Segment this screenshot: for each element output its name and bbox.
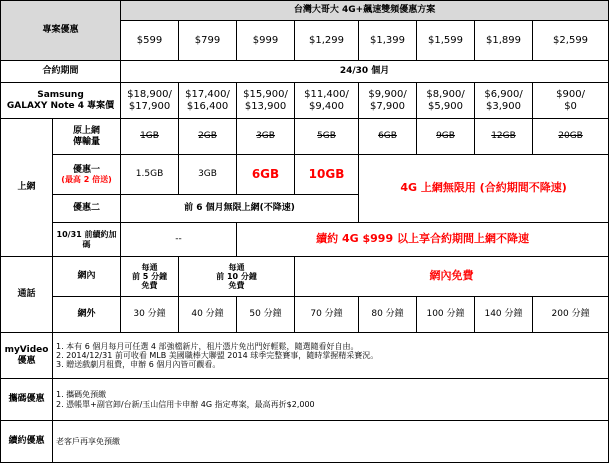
offnet-cell: 50 分鐘 — [237, 297, 295, 333]
myvideo-label-line1: myVideo — [4, 345, 49, 356]
price-cell: $799 — [179, 21, 237, 61]
phone-price-cell — [121, 83, 179, 119]
phone-label-line1: Samsung — [37, 90, 84, 101]
offnet-cell: 80 分鐘 — [359, 297, 417, 333]
onnet-cell — [121, 257, 179, 297]
phone-price-b: $9,400 — [309, 100, 345, 112]
phone-price-cell — [475, 83, 533, 119]
offer1-cell: 1.5GB — [121, 155, 179, 195]
phone-price-a: $6,900/ — [484, 89, 523, 100]
phone-price-a: $17,400/ — [185, 89, 230, 100]
phone-price-row — [1, 83, 609, 119]
myvideo-note: 3. 贈送戲劇月租費，申辦 6 個月內皆可觀看。 — [56, 360, 221, 370]
renew-row — [1, 421, 609, 463]
onnet-cell-l1: 每通 — [228, 262, 245, 272]
offer1-cell: 6GB — [237, 155, 295, 195]
unlimited-note: 4G 上網無限用 (合約期間不降速) — [359, 155, 609, 223]
title-row — [1, 1, 609, 21]
phone-price-b: $0 — [564, 100, 577, 112]
phone-price-a: $9,900/ — [368, 89, 407, 100]
price-cell: $1,299 — [295, 21, 359, 61]
phone-price-a: $900/ — [556, 89, 585, 100]
offer1-label-text: 優惠一 — [73, 164, 101, 175]
internet-label: 上網 — [1, 119, 53, 257]
offer1-label — [53, 155, 121, 195]
original-data-cell: 1GB — [121, 119, 179, 155]
offer1-note: (最高 2 倍送) — [61, 175, 112, 185]
phone-price-b: $17,900 — [128, 100, 171, 112]
offnet-row — [1, 297, 609, 333]
phone-price-a: $8,900/ — [426, 89, 465, 100]
phone-price-cell — [295, 83, 359, 119]
offer2-value: 前 6 個月無限上網(不降速) — [121, 195, 359, 223]
handset-notes — [53, 379, 609, 421]
renewal-offer: 續約 4G $999 以上享合約期間上網不降速 — [237, 223, 609, 257]
onnet-cell-l3: 免費 — [141, 281, 158, 291]
renew-value: 老客戶再享免預繳 — [53, 421, 609, 463]
renewal-label-line1: 10/31 前續約加 — [56, 230, 117, 240]
myvideo-row — [1, 333, 609, 379]
plan-title: 台灣大哥大 4G+飆速雙頻優惠方案 — [121, 1, 609, 21]
offnet-cell: 40 分鐘 — [179, 297, 237, 333]
original-data-label-line1: 原上網 — [73, 126, 101, 137]
contract-row — [1, 61, 609, 83]
original-data-label — [53, 119, 121, 155]
handset-label: 攜碼優惠 — [1, 379, 53, 421]
original-data-cell: 9GB — [417, 119, 475, 155]
phone-price-b: $7,900 — [370, 100, 406, 112]
phone-label-line2: GALAXY Note 4 專案價 — [6, 100, 115, 111]
offnet-label: 網外 — [53, 297, 121, 333]
offer1-row — [1, 155, 609, 195]
myvideo-notes — [53, 333, 609, 379]
phone-price-a: $18,900/ — [127, 89, 172, 100]
original-data-cell: 5GB — [295, 119, 359, 155]
offnet-cell: 100 分鐘 — [417, 297, 475, 333]
price-cell: $999 — [237, 21, 295, 61]
onnet-free: 網內免費 — [295, 257, 609, 297]
renewal-label-line2: 碼 — [82, 239, 91, 249]
offnet-cell: 30 分鐘 — [121, 297, 179, 333]
original-data-cell: 20GB — [533, 119, 609, 155]
onnet-cell-l2: 前 10 分鐘 — [216, 271, 257, 281]
offnet-cell: 140 分鐘 — [475, 297, 533, 333]
phone-price-cell — [417, 83, 475, 119]
renewal-value: -- — [121, 223, 237, 257]
renewal-label — [53, 223, 121, 257]
phone-price-cell — [359, 83, 417, 119]
onnet-cell-l1: 每通 — [141, 262, 158, 272]
offnet-cell: 70 分鐘 — [295, 297, 359, 333]
original-data-cell: 3GB — [237, 119, 295, 155]
handset-note: 1. 攜碼免預繳 — [56, 390, 107, 400]
myvideo-note: 1. 本有 6 個月每月可任選 4 部強檔新片，租片憑片免出門好輕鬆，隨選隨看好自由。 — [56, 341, 359, 351]
phone-price-b: $13,900 — [244, 100, 287, 112]
offer1-cell: 3GB — [179, 155, 237, 195]
onnet-cell-l3: 免費 — [228, 281, 245, 291]
myvideo-note: 2. 2014/12/31 前可收看 MLB 美國職棒大聯盟 2014 球季完整賽事，隨時掌握精采賽況。 — [56, 350, 379, 360]
myvideo-label-line2: 優惠 — [17, 355, 36, 366]
handset-row — [1, 379, 609, 421]
price-cell: $1,899 — [475, 21, 533, 61]
phone-price-b: $16,400 — [186, 100, 229, 112]
original-data-row — [1, 119, 609, 155]
price-cell: $1,599 — [417, 21, 475, 61]
phone-price-a: $15,900/ — [243, 89, 288, 100]
offnet-cell: 200 分鐘 — [533, 297, 609, 333]
phone-price-b: $5,900 — [428, 100, 464, 112]
renew-label: 續約優惠 — [1, 421, 53, 463]
calls-label: 通話 — [1, 257, 53, 333]
offer2-label: 優惠二 — [53, 195, 121, 223]
renewal-row — [1, 223, 609, 257]
original-data-label-line2: 傳輸量 — [73, 136, 101, 147]
phone-price-b: $3,900 — [486, 100, 522, 112]
price-cell: $1,399 — [359, 21, 417, 61]
price-cell: $2,599 — [533, 21, 609, 61]
contract-value: 24/30 個月 — [121, 61, 609, 83]
phone-label — [1, 83, 121, 119]
onnet-cell — [179, 257, 295, 297]
original-data-cell: 12GB — [475, 119, 533, 155]
myvideo-label — [1, 333, 53, 379]
plan-label: 專案優惠 — [1, 1, 121, 61]
original-data-cell: 6GB — [359, 119, 417, 155]
phone-price-cell — [533, 83, 609, 119]
offer1-cell: 10GB — [295, 155, 359, 195]
phone-price-a: $11,400/ — [304, 89, 349, 100]
onnet-label: 網內 — [53, 257, 121, 297]
onnet-cell-l2: 前 5 分鐘 — [131, 271, 168, 281]
price-cell: $599 — [121, 21, 179, 61]
onnet-row — [1, 257, 609, 297]
contract-label: 合約期間 — [1, 61, 121, 83]
phone-price-cell — [237, 83, 295, 119]
phone-price-cell — [179, 83, 237, 119]
original-data-cell: 2GB — [179, 119, 237, 155]
handset-note: 2. 憑帳單+副官卸/台新/玉山信用卡申辦 4G 指定專案，最高再折$2,000 — [56, 399, 315, 409]
